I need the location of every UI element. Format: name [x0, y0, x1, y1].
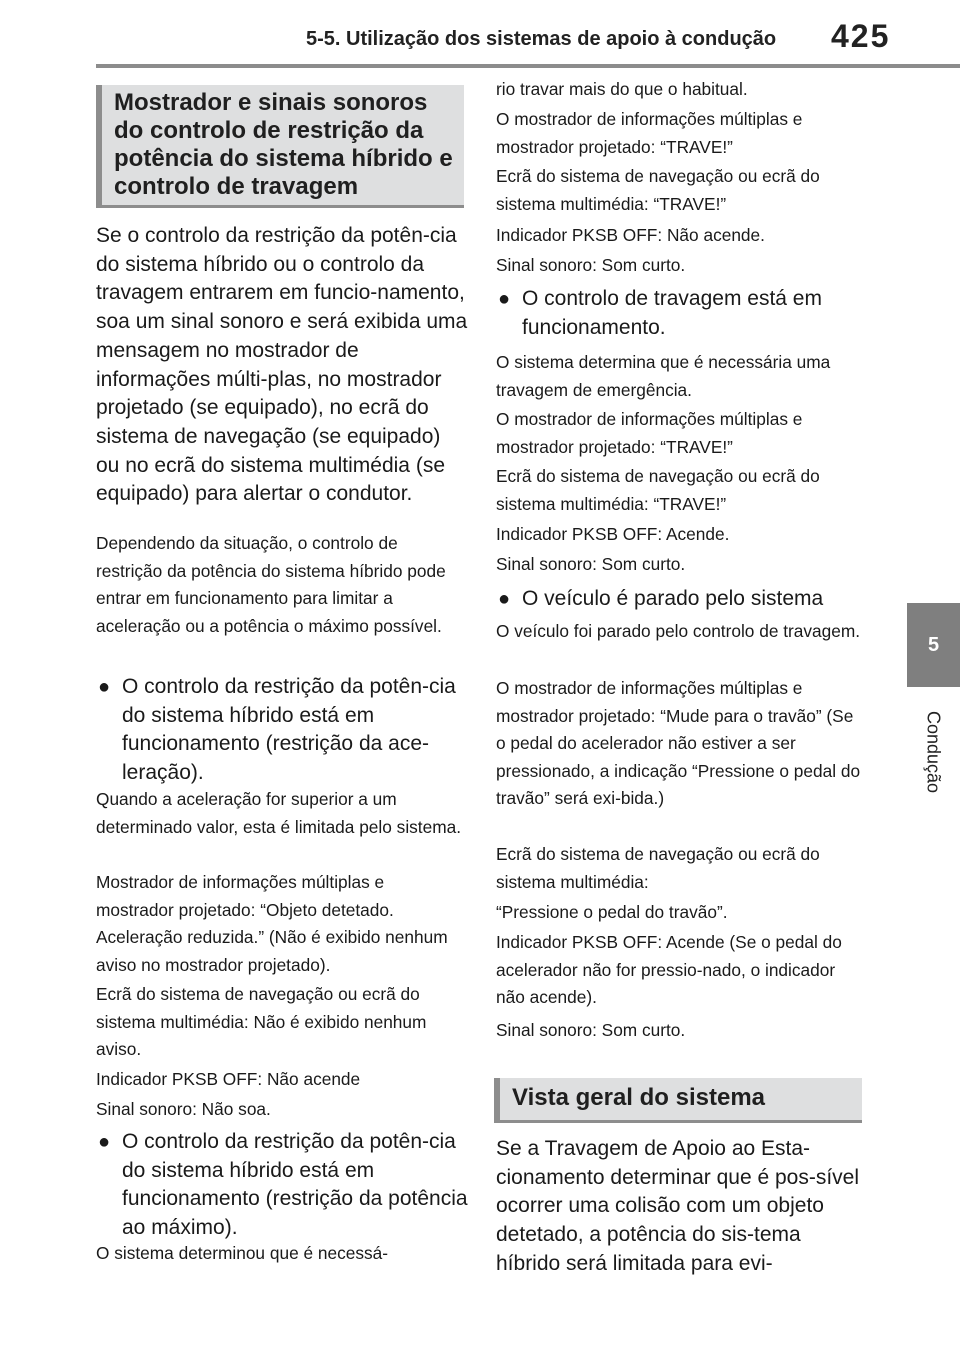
bullet-dot-icon: ● [498, 588, 511, 610]
continued-paragraph-1: rio travar mais do que o habitual. [496, 79, 748, 99]
bullet1-paragraph-2: Mostrador de informações múltiplas e mostrador projetado: “Objeto detetado. Aceleração reduzida.” (Não é exibido nenhum aviso no mostrador projetado). [96, 872, 448, 975]
bullet-vehicle-stopped [496, 585, 866, 614]
bullet4-paragraph-6: Sinal sonoro: Som curto. [496, 1020, 686, 1040]
chapter-number: 5 [927, 633, 940, 656]
continued-paragraph-3: Ecrã do sistema de navegação ou ecrã do sistema multimédia: “TRAVE!” [496, 166, 820, 214]
bullet-title: O controlo da restrição da potên-cia do sistema híbrido está em funcionamento (restrição da potência ao máximo). [122, 1130, 468, 1240]
bullet3-paragraph-4: Indicador PKSB OFF: Acende. [496, 524, 730, 544]
bullet-power-restriction-maximum [96, 1128, 468, 1243]
bullet-title: O veículo é parado pelo sistema [522, 587, 824, 610]
bullet1-paragraph-5: Sinal sonoro: Não soa. [96, 1099, 271, 1119]
header-divider [96, 64, 960, 68]
bullet3-paragraph-2: O mostrador de informações múltiplas e mostrador projetado: “TRAVE!” [496, 409, 803, 457]
chapter-label: Condução [923, 710, 944, 794]
bullet4-paragraph-4: “Pressione o pedal do travão”. [496, 902, 728, 922]
section-heading-system-overview [494, 1078, 862, 1123]
bullet-power-restriction-acceleration [96, 673, 468, 788]
continued-paragraph-5: Sinal sonoro: Som curto. [496, 255, 686, 275]
continued-paragraph-4: Indicador PKSB OFF: Não acende. [496, 225, 765, 245]
continued-paragraph-2: O mostrador de informações múltiplas e mostrador projetado: “TRAVE!” [496, 109, 803, 157]
section-heading-text: Vista geral do sistema [512, 1084, 766, 1111]
bullet1-paragraph-3: Ecrã do sistema de navegação ou ecrã do sistema multimédia: Não é exibido nenhum aviso. [96, 984, 427, 1059]
bullet-title: O controlo da restrição da potên-cia do sistema híbrido está em funcionamento (restrição da ace-leração). [122, 675, 456, 785]
bullet3-paragraph-3: Ecrã do sistema de navegação ou ecrã do sistema multimédia: “TRAVE!” [496, 466, 820, 514]
intro-paragraph: Se o controlo da restrição da potên-cia do sistema híbrido ou o controlo da travagem entrarem em funcio-namento, soa um sinal sonoro e será exibida uma mensagem no mostrador de informações múlti-plas, no mostrador projetado (se equipado), no ecrã do sistema de navegação (se equipado) ou no ecrã do sistema multimédia (se equipado) para alertar o condutor. [96, 224, 468, 506]
overview-paragraph: Se a Travagem de Apoio ao Esta-cionamento determinar que é pos-sível ocorrer uma colisão com um objeto detetado, a potência do sis-tema híbrido será limitada para evi- [496, 1137, 860, 1275]
bullet-dot-icon: ● [498, 288, 511, 310]
section-heading-text: Mostrador e sinais sonoros do controlo de restrição da potência do sistema híbrido e controlo de travagem [114, 89, 453, 200]
bullet-dot-icon: ● [98, 1131, 111, 1153]
bullet1-paragraph-1: Quando a aceleração for superior a um determinado valor, esta é limitada pelo sistema. [96, 789, 462, 837]
page-number: 425 [831, 18, 891, 54]
bullet4-paragraph-3: Ecrã do sistema de navegação ou ecrã do sistema multimédia: [496, 844, 820, 892]
section-header-title: 5-5. Utilização dos sistemas de apoio à condução [306, 28, 777, 50]
bullet-title: O controlo de travagem está em funcionamento. [522, 287, 822, 339]
bullet4-paragraph-5: Indicador PKSB OFF: Acende (Se o pedal do acelerador não for pressio-nado, o indicador não acende). [496, 932, 842, 1007]
chapter-tab[interactable] [907, 603, 960, 687]
bullet3-paragraph-5: Sinal sonoro: Som curto. [496, 554, 686, 574]
bullet-brake-control [496, 285, 866, 342]
note-paragraph: Dependendo da situação, o controlo de restrição da potência do sistema híbrido pode entrar em funcionamento para limitar a aceleração ou a potência o máximo possível. [96, 533, 446, 636]
bullet2-paragraph-1: O sistema determinou que é necessá- [96, 1243, 389, 1263]
bullet3-paragraph-1: O sistema determina que é necessária uma travagem de emergência. [496, 352, 831, 400]
bullet4-paragraph-2: O mostrador de informações múltiplas e mostrador projetado: “Mude para o travão” (Se o pedal do acelerador não estiver a ser pressionado, a indicação “Pressione o pedal do travão” será exi-bida.) [496, 678, 861, 808]
section-heading-display-signals [96, 85, 464, 208]
bullet4-paragraph-1: O veículo foi parado pelo controlo de travagem. [496, 621, 861, 641]
bullet1-paragraph-4: Indicador PKSB OFF: Não acende [96, 1069, 361, 1089]
bullet-dot-icon: ● [98, 676, 111, 698]
